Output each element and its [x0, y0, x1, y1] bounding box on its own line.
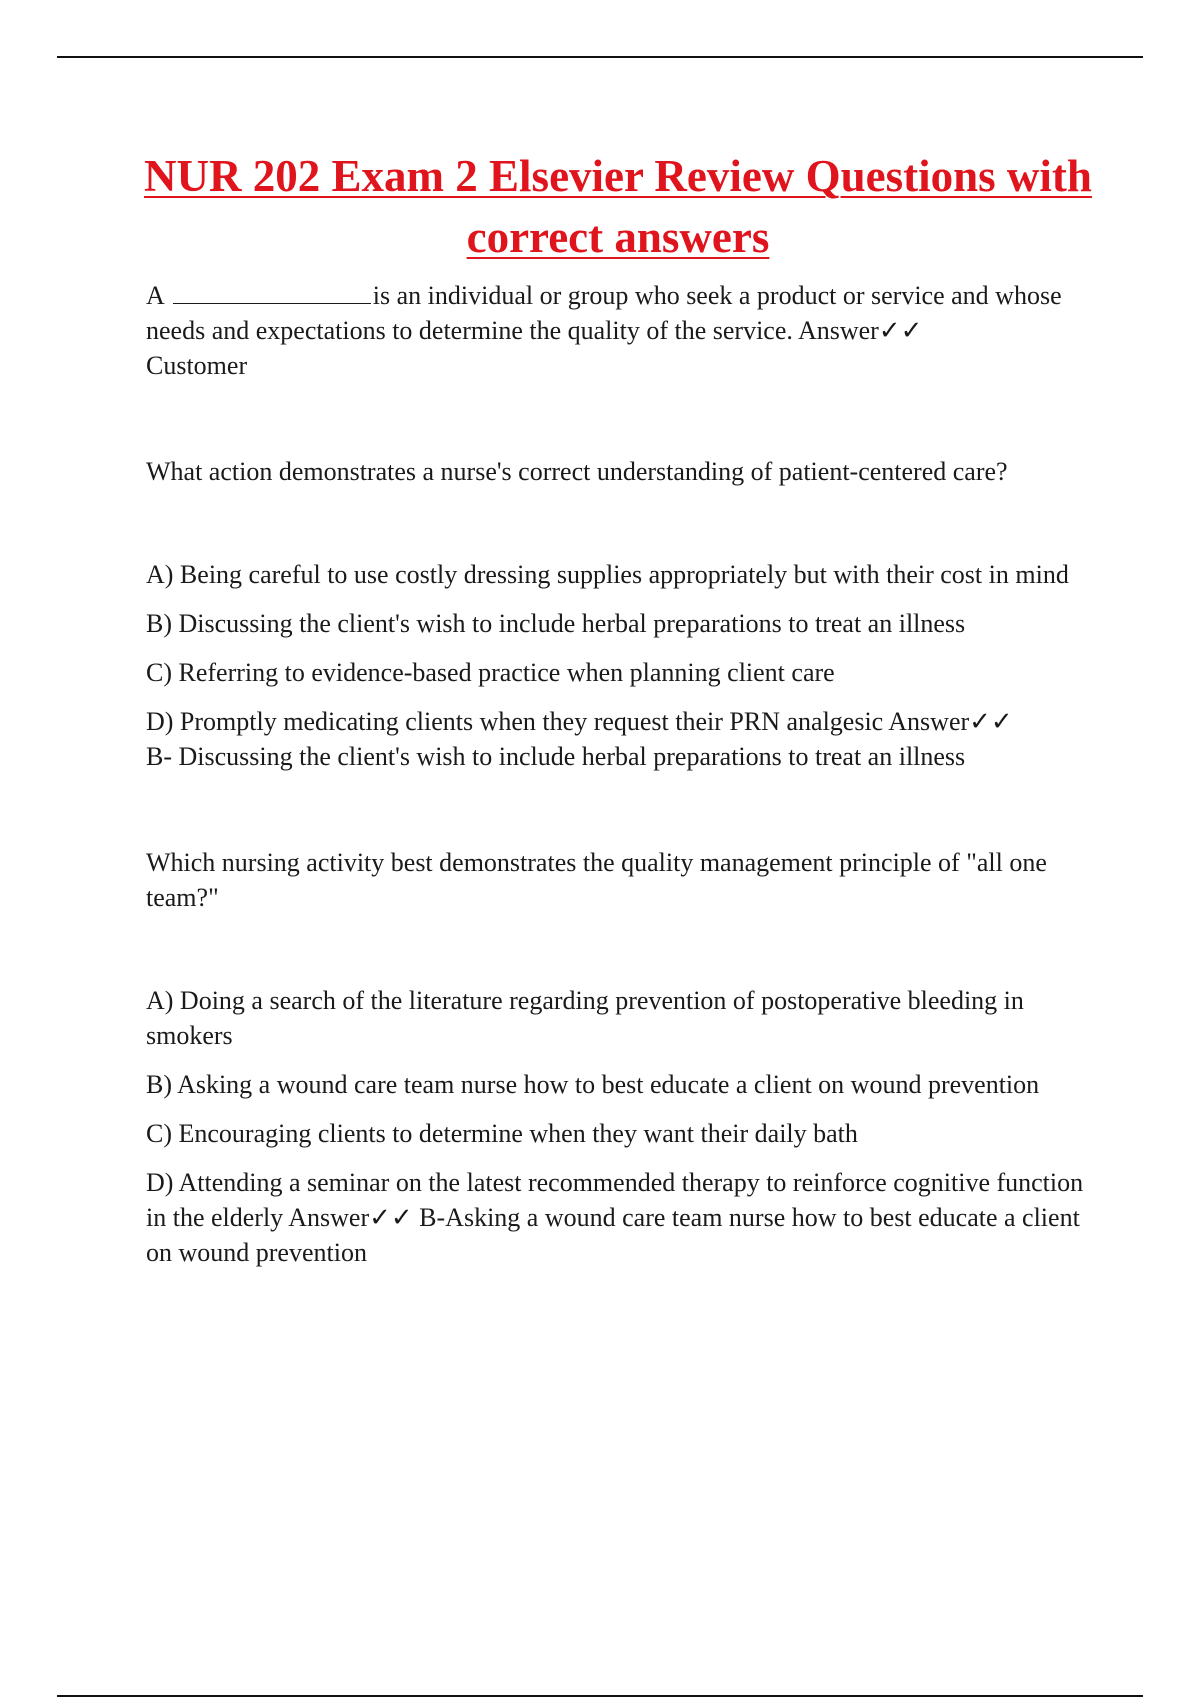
document-title: NUR 202 Exam 2 Elsevier Review Questions with correct answers — [144, 151, 1092, 262]
question-1-prompt-end: is an individual or group who seek a product or service and whose needs and expectations to determine the quality of the service. Answer✓✓ — [146, 281, 1062, 345]
question-1-prompt-start: A — [146, 281, 165, 310]
question-2-option-c: C) Referring to evidence-based practice when planning client care — [146, 658, 835, 687]
question-2-prompt: What action demonstrates a nurse's correct understanding of patient-centered care? — [146, 457, 1008, 486]
question-2-option-d — [146, 704, 1092, 774]
question-3-option-c: C) Encouraging clients to determine when they want their daily bath — [146, 1119, 858, 1148]
question-2-answer: B- Discussing the client's wish to include herbal preparations to treat an illness — [146, 742, 966, 771]
question-3-prompt: Which nursing activity best demonstrates the quality management principle of "all one team?" — [146, 848, 1047, 912]
question-3-option-a: A) Doing a search of the literature regarding prevention of postoperative bleeding in smokers — [146, 986, 1024, 1050]
question-1 — [146, 278, 1092, 383]
fill-in-blank — [173, 281, 371, 304]
question-3-option-b: B) Asking a wound care team nurse how to best educate a client on wound prevention — [146, 1070, 1040, 1099]
document-body — [146, 278, 1092, 1270]
footer-rule — [57, 1695, 1143, 1697]
question-1-answer: Customer — [146, 351, 248, 380]
question-3-option-d: D) Attending a seminar on the latest recommended therapy to reinforce cognitive function in the elderly Answer✓✓ B-Asking a wound care team nurse how to best educate a client on wound prevention — [146, 1168, 1084, 1267]
header-rule — [57, 56, 1143, 58]
question-2-option-b: B) Discussing the client's wish to include herbal preparations to treat an illness — [146, 609, 966, 638]
question-2-option-a: A) Being careful to use costly dressing supplies appropriately but with their cost in mind — [146, 560, 1069, 589]
question-2-option-d-text: D) Promptly medicating clients when they request their PRN analgesic Answer✓✓ — [146, 707, 1013, 736]
